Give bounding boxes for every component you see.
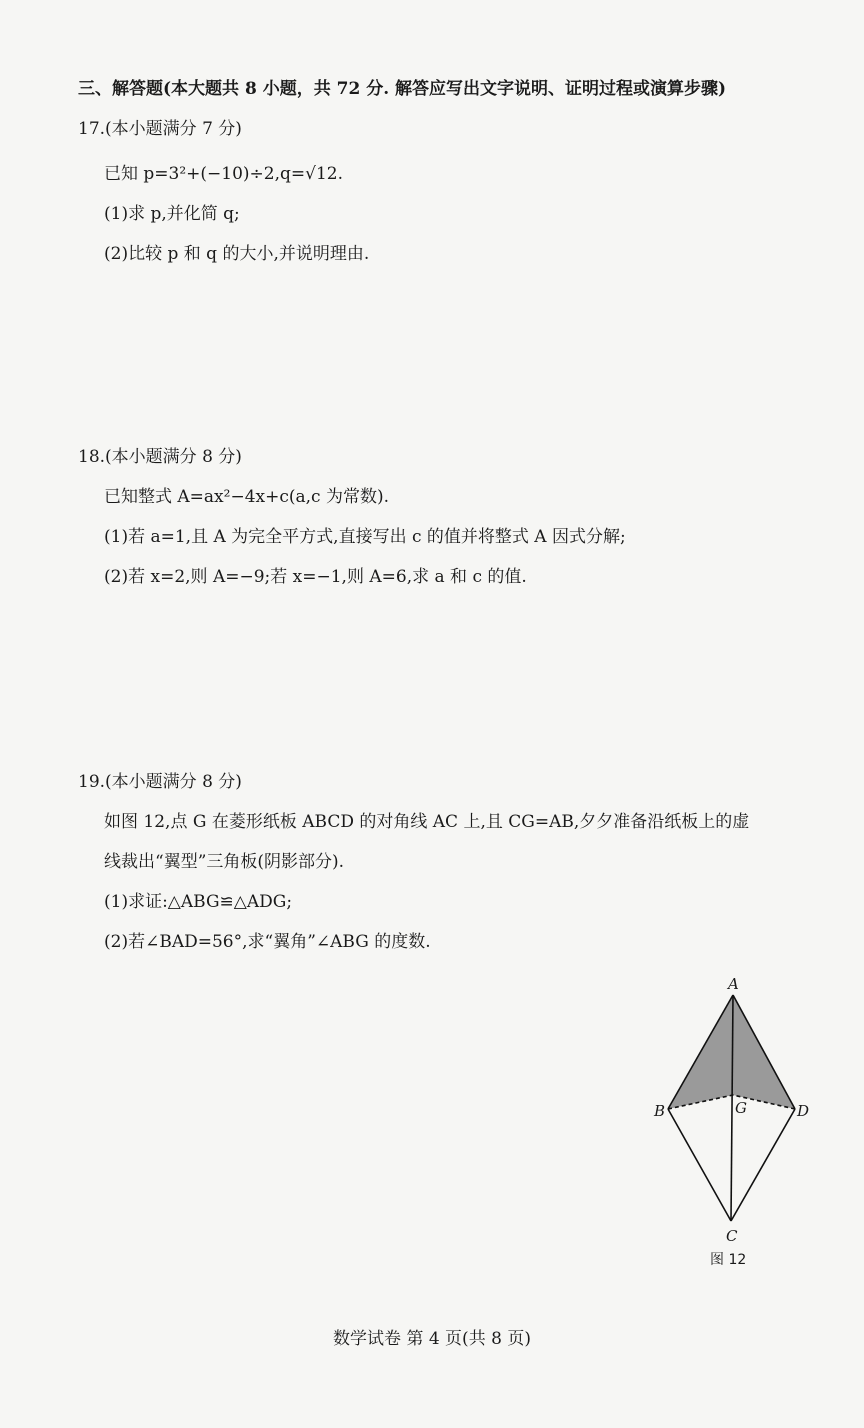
label-d: D: [797, 1102, 810, 1120]
question-18-header: 18.(本小题满分 8 分): [78, 447, 242, 467]
question-19-header: 19.(本小题满分 8 分): [78, 772, 242, 792]
side-bc: [668, 1109, 731, 1221]
side-dc: [731, 1109, 795, 1221]
label-a: A: [728, 975, 739, 993]
question-19-line-1: 如图 12,点 G 在菱形纸板 ABCD 的对角线 AC 上,且 CG=AB,夕夕准备沿纸板上的虚: [104, 812, 750, 832]
question-17-header: 17.(本小题满分 7 分): [78, 119, 242, 139]
label-c: C: [726, 1227, 738, 1245]
question-18-line-1: 已知整式 A=ax²−4x+c(a,c 为常数).: [104, 487, 390, 507]
rhombus-figure: [650, 975, 820, 1275]
question-17-line-1: 已知 p=3²+(−10)÷2,q=√12.: [104, 164, 344, 184]
question-18-line-3: (2)若 x=2,则 A=−9;若 x=−1,则 A=6,求 a 和 c 的值.: [104, 567, 527, 587]
label-b: B: [654, 1102, 666, 1120]
section-header: 三、解答题(本大题共 8 小题，共 72 分. 解答应写出文字说明、证明过程或演算步骤): [78, 79, 727, 99]
question-17-line-2: (1)求 p,并化简 q;: [104, 204, 240, 224]
page-footer: 数学试卷 第 4 页(共 8 页): [333, 1329, 531, 1349]
question-19-line-4: (2)若∠BAD=56°,求“翼角”∠ABG 的度数.: [104, 932, 431, 952]
figure-caption: 图 12: [710, 1252, 747, 1268]
question-18-line-2: (1)若 a=1,且 A 为完全平方式,直接写出 c 的值并将整式 A 因式分解;: [104, 527, 626, 547]
question-19-line-3: (1)求证:△ABG≌△ADG;: [104, 892, 293, 912]
question-19-line-2: 线裁出“翼型”三角板(阴影部分).: [104, 852, 345, 872]
label-g: G: [735, 1099, 747, 1117]
question-17-line-3: (2)比较 p 和 q 的大小,并说明理由.: [104, 244, 370, 264]
